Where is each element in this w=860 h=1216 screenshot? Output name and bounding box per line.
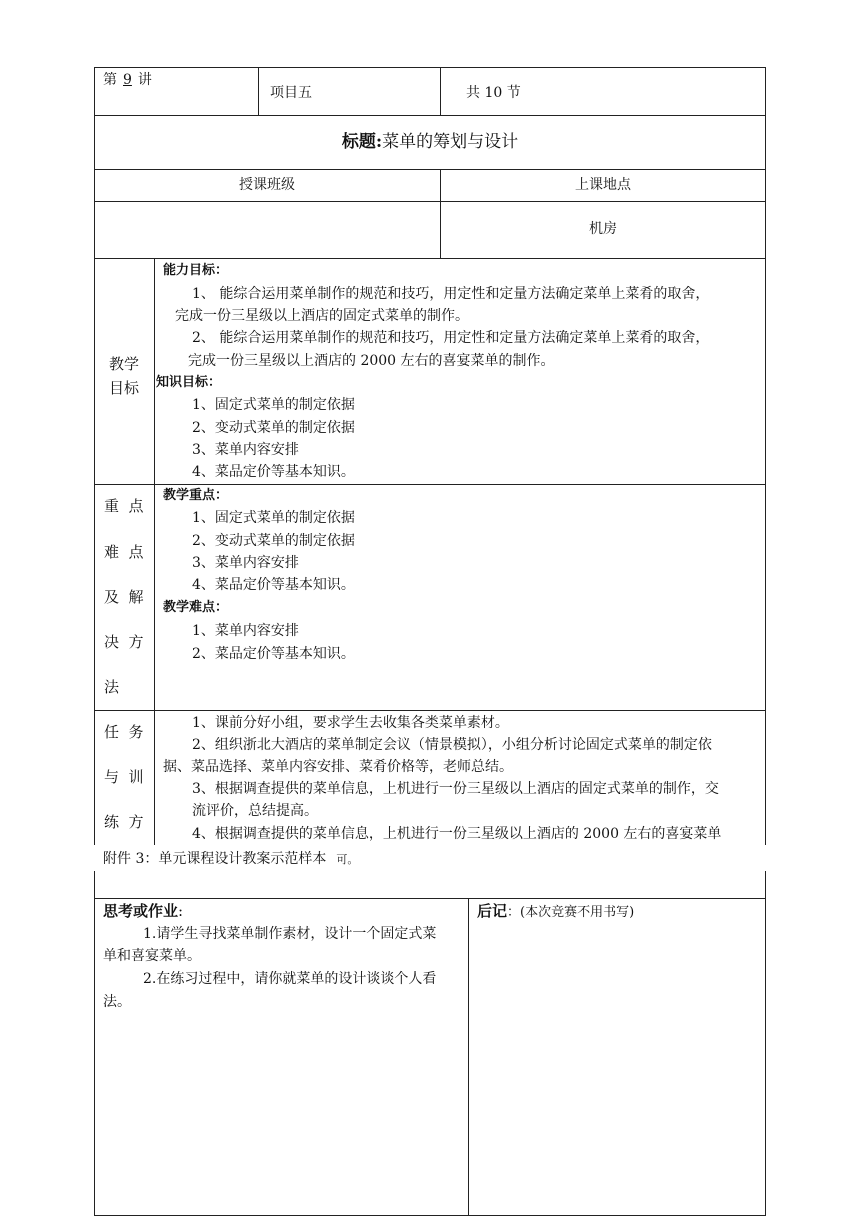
task-line-1: 1、课前分好小组，要求学生去收集各类菜单素材。 [192, 715, 509, 731]
row-divider-homework [94, 898, 766, 899]
page-title: 标题:菜单的筹划与设计 [341, 132, 519, 152]
location-header: 上课地点 [575, 177, 631, 193]
table-border-left [94, 67, 95, 1216]
row-divider-tasks [94, 710, 766, 711]
row-divider-class-value [94, 201, 766, 202]
task-line-3: 据、菜品选择、菜单内容安排、菜肴价格等，老师总结。 [163, 759, 513, 775]
goals-label: 教学 目标 [108, 355, 139, 397]
task-line-2: 2、组织浙北大酒店的菜单制定会议（情景模拟），小组分析讨论固定式菜单的制定依 [192, 737, 712, 753]
knowledge-heading: 知识目标： [156, 375, 222, 390]
difficulty-item-2: 2、菜品定价等基本知识。 [192, 646, 355, 662]
keypoints-label-2: 难 点 [104, 543, 144, 561]
keypoints-label-4: 决 方 [104, 633, 144, 651]
tasks-label-2: 与 训 [104, 768, 144, 786]
homework-line-3: 2.在练习过程中，请你就菜单的设计谈谈个人看 [143, 971, 437, 987]
header-col-divider-2 [440, 67, 441, 115]
location-value: 机房 [589, 221, 617, 237]
task-line-5: 流评价，总结提高。 [192, 803, 318, 819]
task-line-4: 3、根据调查提供的菜单信息，上机进行一份三星级以上酒店的固定式菜单的制作，交 [192, 781, 719, 797]
task-line-6: 4、根据调查提供的菜单信息，上机进行一份三星级以上酒店的 2000 左右的喜宴菜单 [192, 826, 722, 842]
tasks-label-1: 任 务 [104, 723, 144, 741]
row-divider-title [94, 115, 766, 116]
row-divider-goals [94, 258, 766, 259]
difficulty-heading: 教学难点： [163, 600, 229, 615]
focus-item-1: 1、固定式菜单的制定依据 [192, 510, 355, 526]
ability-heading: 能力目标： [163, 263, 229, 278]
focus-item-4: 4、菜品定价等基本知识。 [192, 577, 355, 593]
homework-heading: 思考或作业: [103, 902, 184, 920]
homework-line-2: 单和喜宴菜单。 [103, 948, 201, 964]
row-divider-keypoints [94, 484, 766, 485]
homework-line-4: 法。 [103, 994, 131, 1010]
class-header: 授课班级 [239, 177, 295, 193]
keypoints-label-1: 重 点 [104, 497, 144, 515]
table-border-right [765, 67, 766, 1216]
ability-line-1: 1、 能综合运用菜单制作的规范和技巧，用定性和定量方法确定菜单上菜肴的取舍， [192, 286, 710, 302]
right-border-stub [765, 871, 766, 899]
keypoints-label-3: 及 解 [104, 588, 144, 606]
ability-line-2: 完成一份三星级以上酒店的固定式菜单的制作。 [175, 308, 469, 324]
table-border-top [94, 67, 766, 68]
attachment-note: 附件 3：单元课程设计教案示范样本 可。 [103, 851, 359, 867]
label-col-divider [154, 258, 155, 846]
ability-line-4: 完成一份三星级以上酒店的 2000 左右的喜宴菜单的制作。 [188, 353, 555, 369]
header-col-divider-1 [258, 67, 259, 115]
section-count: 共 10 节 [466, 85, 521, 101]
homework-postscript-divider [468, 898, 469, 1216]
project-name: 项目五 [270, 85, 312, 101]
focus-item-3: 3、菜单内容安排 [192, 555, 299, 571]
focus-heading: 教学重点： [163, 488, 229, 503]
ability-line-3: 2、 能综合运用菜单制作的规范和技巧，用定性和定量方法确定菜单上菜肴的取舍， [192, 330, 710, 346]
knowledge-item-3: 3、菜单内容安排 [192, 442, 299, 458]
homework-line-1: 1.请学生寻找菜单制作素材，设计一个固定式菜 [143, 926, 437, 942]
focus-item-2: 2、变动式菜单的制定依据 [192, 533, 355, 549]
difficulty-item-1: 1、菜单内容安排 [192, 623, 299, 639]
left-border-stub [94, 871, 95, 899]
tasks-label-3: 练 方 [104, 813, 144, 831]
knowledge-item-1: 1、固定式菜单的制定依据 [192, 397, 355, 413]
knowledge-item-2: 2、变动式菜单的制定依据 [192, 420, 355, 436]
knowledge-item-4: 4、菜品定价等基本知识。 [192, 464, 355, 480]
lecture-number: 第 9 讲 [103, 72, 152, 88]
row-divider-class-header [94, 169, 766, 170]
postscript-heading: 后记：(本次竞赛不用书写) [477, 902, 635, 920]
keypoints-label-5: 法 [104, 678, 120, 696]
